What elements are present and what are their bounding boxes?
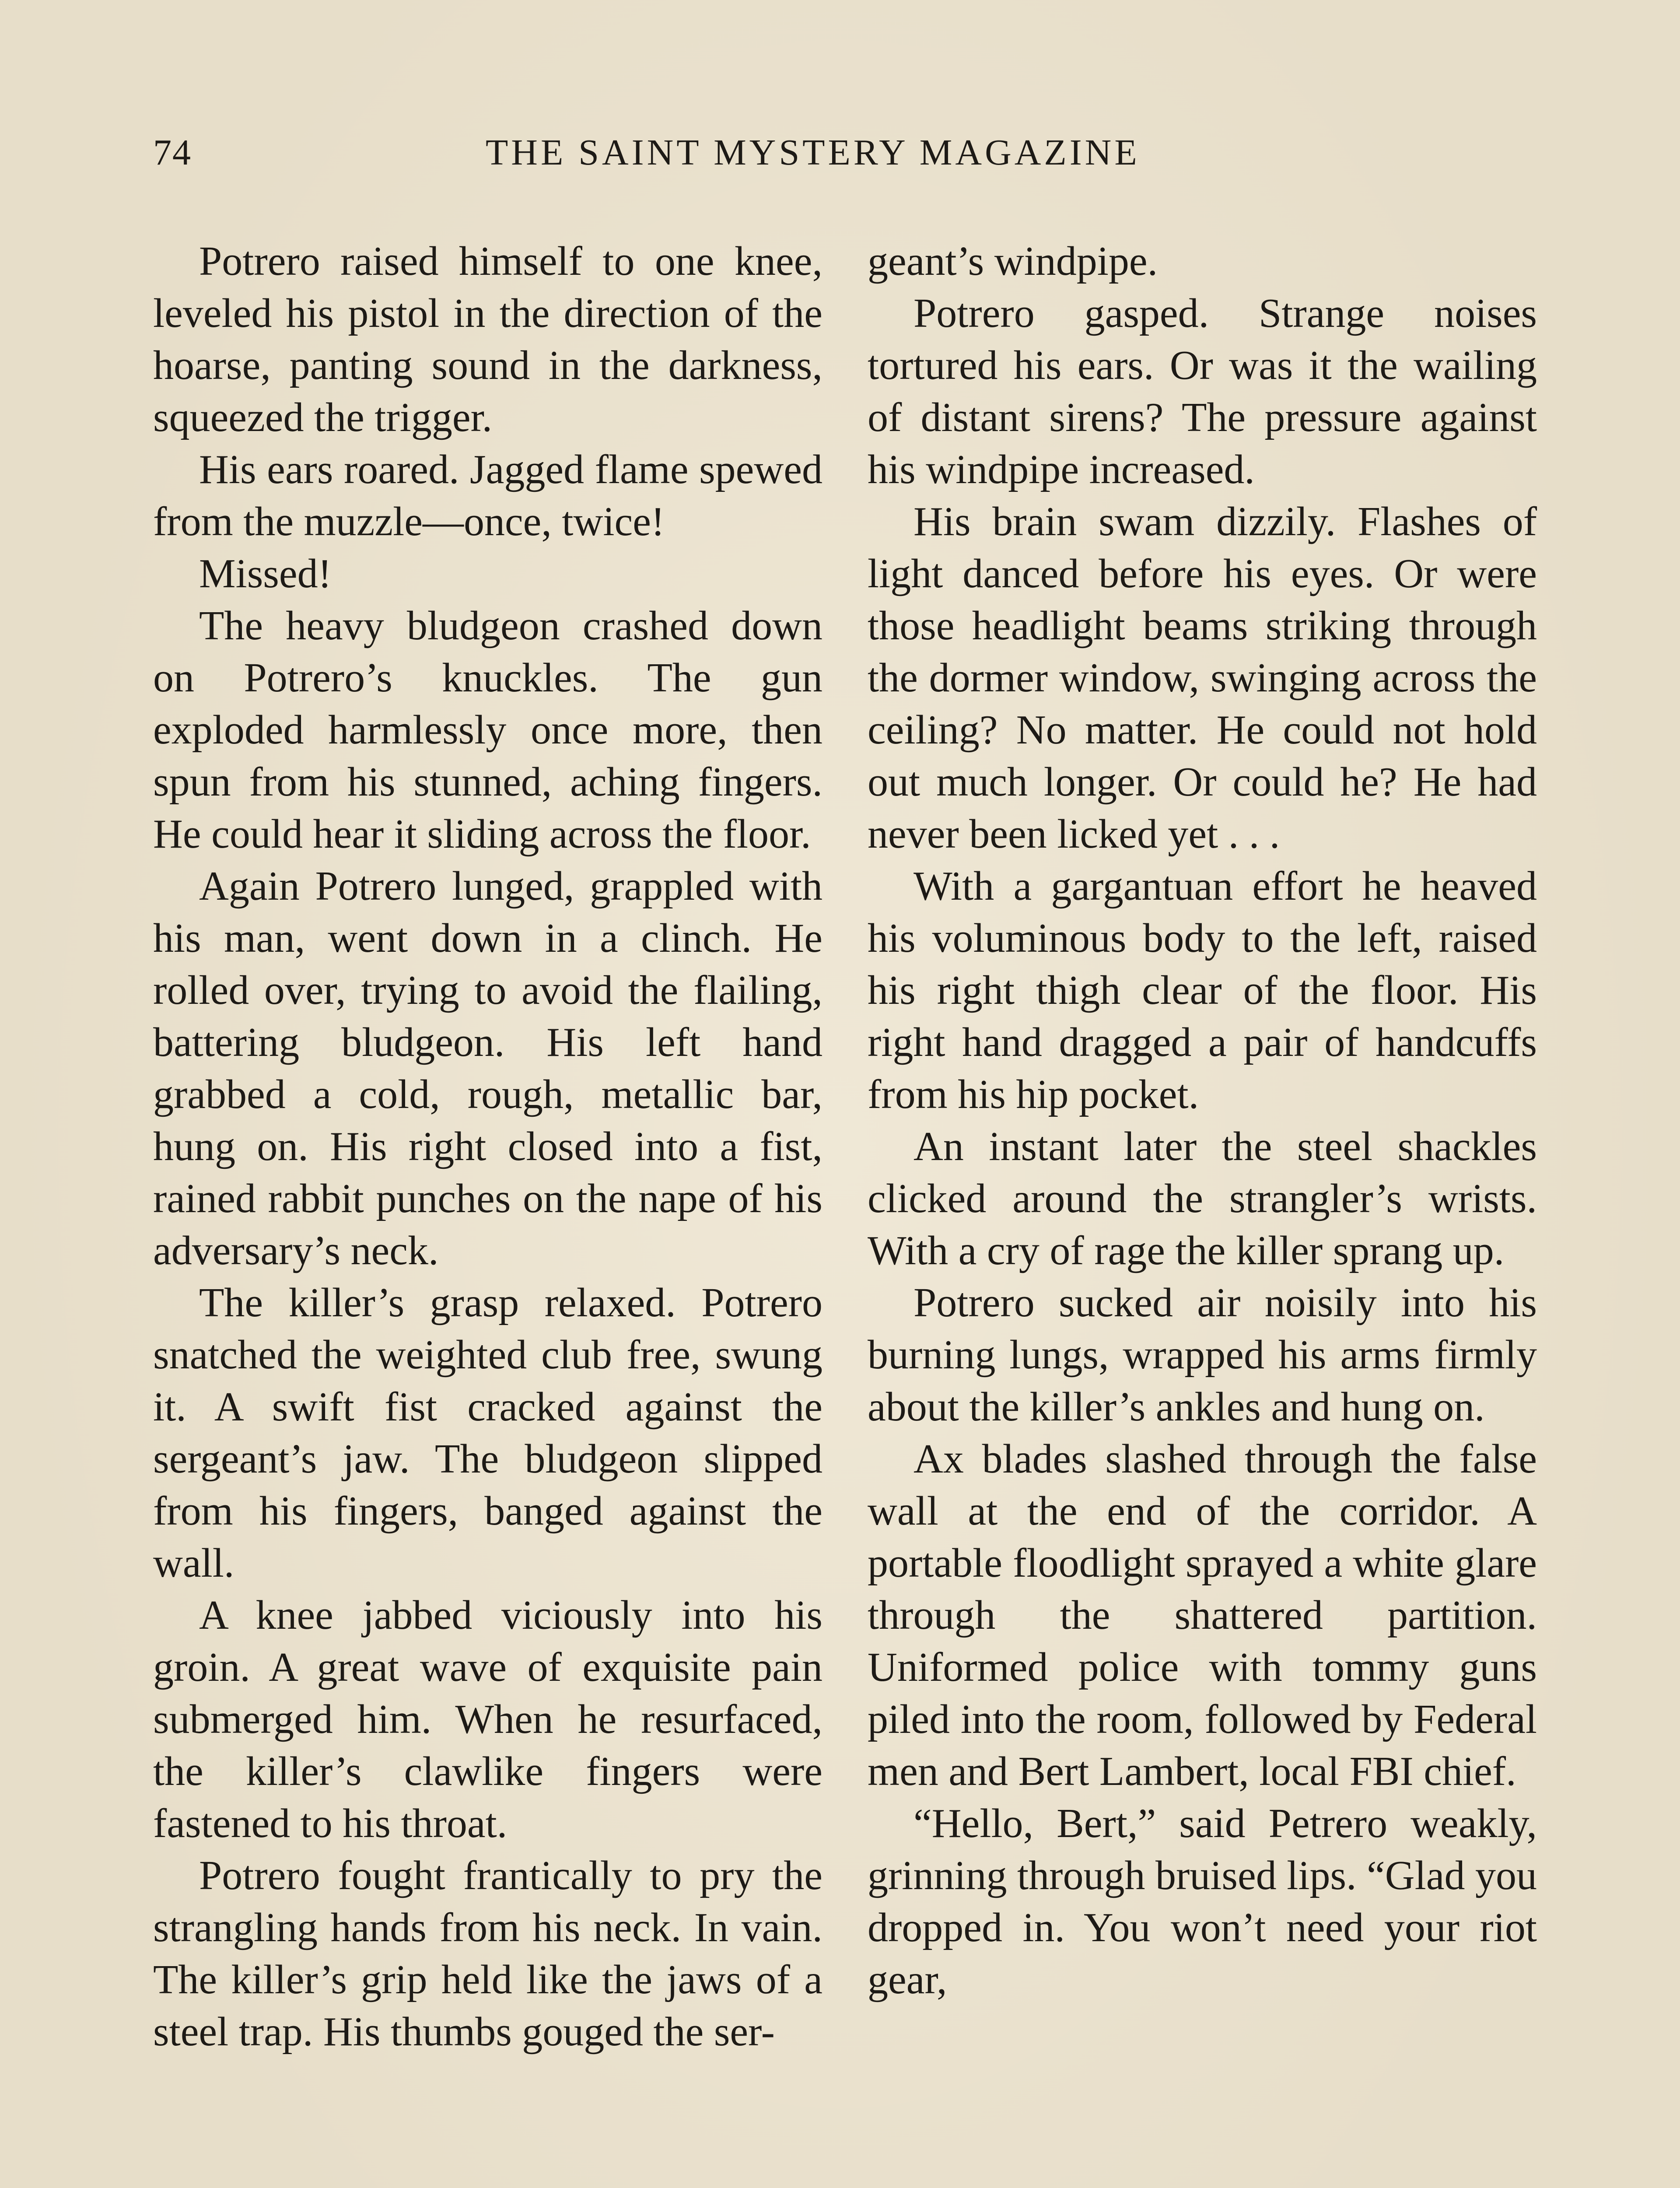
paragraph: Missed! — [199, 551, 332, 596]
paragraph: Potrero sucked air noisily into his burning lungs, wrapped his arms firmly about the killer’s ankles and hung on. — [868, 1280, 1537, 1430]
paragraph: Potrero gasped. Strange noises tortured his ears. Or was it the wailing of distant sirens? The pressure against his windpipe increased. — [868, 291, 1537, 492]
paragraph-continuation: geant’s windpipe. — [868, 238, 1158, 284]
paragraph: A knee jabbed viciously into his groin. A great wave of exquisite pain submerged him. When he resurfaced, the killer’s clawlike fingers were fastened to his throat. — [153, 1592, 822, 1846]
page-header — [0, 131, 1680, 179]
paragraph: An instant later the steel shackles clicked around the strangler’s wrists. With a cry of rage the killer sprang up. — [868, 1124, 1537, 1273]
paragraph: The heavy bludgeon crashed down on Potrero’s knuckles. The gun exploded harmlessly once more, then spun from his stunned, aching fingers. He could hear it sliding across the floor. — [153, 603, 822, 857]
paragraph: The killer’s grasp relaxed. Potrero snatched the weighted club free, swung it. A swift fist cracked against the sergeant’s jaw. The bludgeon slipped from his fingers, banged against the wall. — [153, 1280, 822, 1586]
paragraph: With a gargantuan effort he heaved his voluminous body to the left, raised his right thigh clear of the floor. His right hand dragged a pair of handcuffs from his hip pocket. — [868, 863, 1537, 1117]
right-column — [868, 235, 1537, 2006]
paragraph: His brain swam dizzily. Flashes of light danced before his eyes. Or were those headlight beams striking through the dormer window, swinging across the ceiling? No matter. He could not hold out much longer. Or could he? He had never been licked yet . . . — [868, 499, 1537, 857]
paragraph: Ax blades slashed through the false wall at the end of the corridor. A portable floodlight sprayed a white glare through the shattered partition. Uniformed police with tommy guns piled into the room, followed by Federal men and Bert Lambert, local FBI chief. — [868, 1436, 1537, 1794]
paragraph: Potrero raised himself to one knee, leveled his pistol in the direction of the hoarse, panting sound in the darkness, squeezed the trigger. — [153, 238, 822, 440]
paragraph: “Hello, Bert,” said Petrero weakly, grinning through bruised lips. “Glad you dropped in. You won’t need your riot gear, — [868, 1801, 1537, 2002]
page-number: 74 — [153, 132, 192, 173]
running-head: THE SAINT MYSTERY MAGAZINE — [486, 132, 1140, 173]
paragraph: His ears roared. Jagged flame spewed from the muzzle—once, twice! — [153, 447, 822, 544]
left-column — [153, 235, 822, 2058]
paragraph: Potrero fought frantically to pry the strangling hands from his neck. In vain. The killer’s grip held like the jaws of a steel trap. His thumbs gouged the ser- — [153, 1853, 822, 2055]
paragraph: Again Potrero lunged, grappled with his man, went down in a clinch. He rolled over, trying to avoid the flailing, battering bludgeon. His left hand grabbed a cold, rough, metallic bar, hung on. His right closed into a fist, rained rabbit punches on the nape of his adversary’s neck. — [153, 863, 822, 1273]
